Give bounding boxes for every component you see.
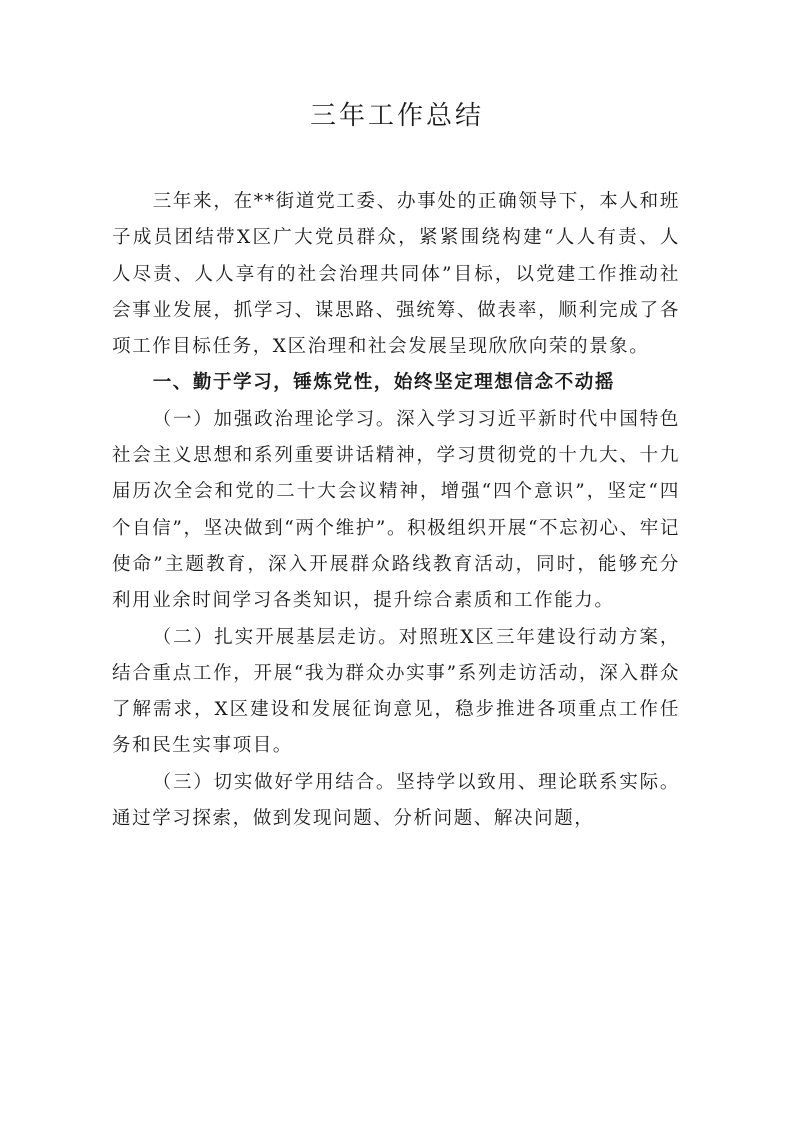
subsection-paragraph-3: （三）切实做好学用结合。坚持学以致用、理论联系实际。通过学习探索，做到发现问题、分析问题、解决问题，	[112, 771, 680, 830]
subsection-paragraph-2: （二）扎实开展基层走访。对照班X区三年建设行动方案，结合重点工作，开展“我为群众办实事”系列走访活动，深入群众了解需求，X区建设和发展征询意见，稳步推进各项重点工作任务和民生实事项目。	[112, 626, 680, 757]
section-heading-1: 一、勤于学习，锤炼党性，始终坚定理想信念不动摇	[152, 372, 615, 394]
document-title: 三年工作总结	[309, 101, 484, 131]
subsection-paragraph-1: （一）加强政治理论学习。深入学习习近平新时代中国特色社会主义思想和系列重要讲话精神，学习贯彻党的十九大、十九届历次全会和党的二十大会议精神，增强“四个意识”，坚定“四个自信”，坚决做到“两个维护”。积极组织开展“不忘初心、牢记使命”主题教育，深入开展群众路线教育活动，同时，能够充分利用业余时间学习各类知识，提升综合素质和工作能力。	[112, 408, 680, 612]
document-body	[112, 184, 680, 837]
intro-paragraph: 三年来，在**街道党工委、办事处的正确领导下，本人和班子成员团结带X区广大党员群众，紧紧围绕构建“人人有责、人人尽责、人人享有的社会治理共同体”目标，以党建工作推动社会事业发展，抓学习、谋思路、强统筹、做表率，顺利完成了各项工作目标任务，X区治理和社会发展呈现欣欣向荣的景象。	[112, 191, 680, 358]
